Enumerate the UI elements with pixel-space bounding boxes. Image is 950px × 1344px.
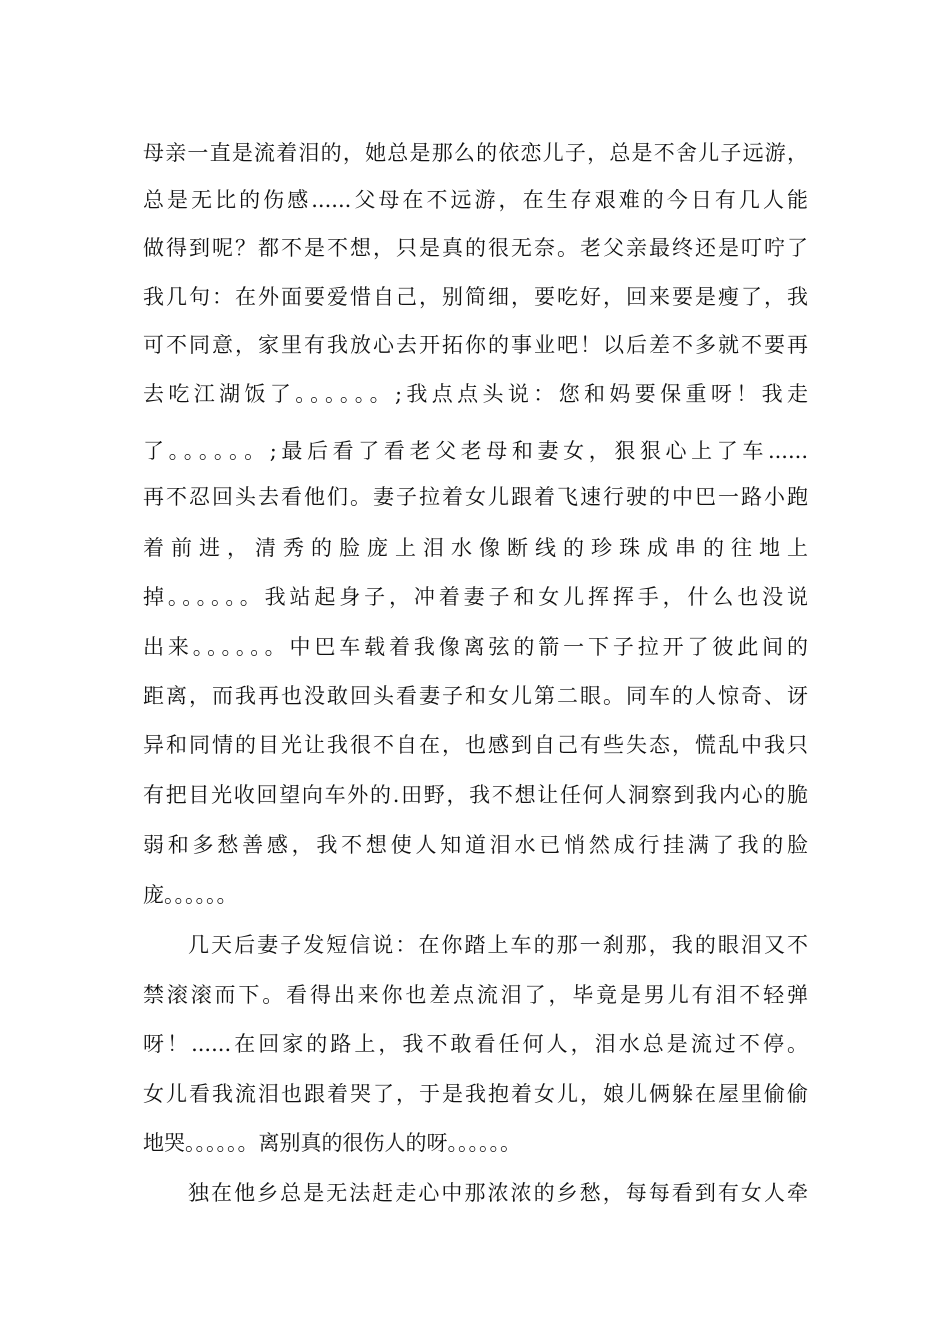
text-line: 女儿看我流泪也跟着哭了，于是我抱着女儿，娘儿俩躲在屋里偷偷 bbox=[143, 1082, 808, 1106]
text-line: 弱和多愁善感，我不想使人知道泪水已悄然成行挂满了我的脸 bbox=[143, 833, 808, 857]
text-line: 再不忍回头去看他们。妻子拉着女儿跟着飞速行驶的中巴一路小跑 bbox=[143, 485, 808, 509]
text-line: 有把目光收回望向车外的.田野，我不想让任何人洞察到我内心的脆 bbox=[143, 783, 808, 807]
text-line: 禁滚滚而下。看得出来你也差点流泪了，毕竟是男儿有泪不轻弹 bbox=[143, 983, 808, 1007]
text-line: 做得到呢？都不是不想，只是真的很无奈。老父亲最终还是叮咛了 bbox=[143, 236, 808, 260]
text-line: 总是无比的伤感......父母在不远游，在生存艰难的今日有几人能 bbox=[143, 188, 808, 212]
text-line: 几天后妻子发短信说：在你踏上车的那一刹那，我的眼泪又不 bbox=[188, 933, 808, 957]
text-line: 地哭。。。。。。离别真的很伤人的呀。。。。。。 bbox=[143, 1131, 521, 1155]
text-line: 可不同意，家里有我放心去开拓你的事业吧！以后差不多就不要再 bbox=[143, 333, 808, 357]
text-line: 掉。。。。。。我站起身子，冲着妻子和女儿挥挥手，什么也没说 bbox=[143, 585, 808, 609]
text-line: 独在他乡总是无法赶走心中那浓浓的乡愁，每每看到有女人牵 bbox=[188, 1181, 808, 1205]
text-line: 母亲一直是流着泪的，她总是那么的依恋儿子，总是不舍儿子远游， bbox=[143, 141, 808, 165]
text-line: 出来。。。。。。中巴车载着我像离弦的箭一下子拉开了彼此间的 bbox=[143, 635, 808, 659]
text-line: 了。。。。。。;最后看了看老父老母和妻女，狠狠心上了车...... bbox=[143, 439, 808, 463]
text-line: 我几句：在外面要爱惜自己，别简细，要吃好，回来要是瘦了，我 bbox=[143, 285, 808, 309]
text-line: 距离，而我再也没敢回头看妻子和女儿第二眼。同车的人惊奇、讶 bbox=[143, 684, 808, 708]
text-line: 去吃江湖饭了。。。。。。;我点点头说：您和妈要保重呀！我走 bbox=[143, 382, 808, 406]
text-line: 异和同情的目光让我很不自在，也感到自己有些失态，慌乱中我只 bbox=[143, 733, 808, 757]
text-line: 呀！......在回家的路上，我不敢看任何人，泪水总是流过不停。 bbox=[143, 1032, 808, 1056]
text-line: 着前进，清秀的脸庞上泪水像断线的珍珠成串的往地上 bbox=[143, 536, 808, 560]
text-line: 庞。。。。。。 bbox=[143, 883, 238, 907]
